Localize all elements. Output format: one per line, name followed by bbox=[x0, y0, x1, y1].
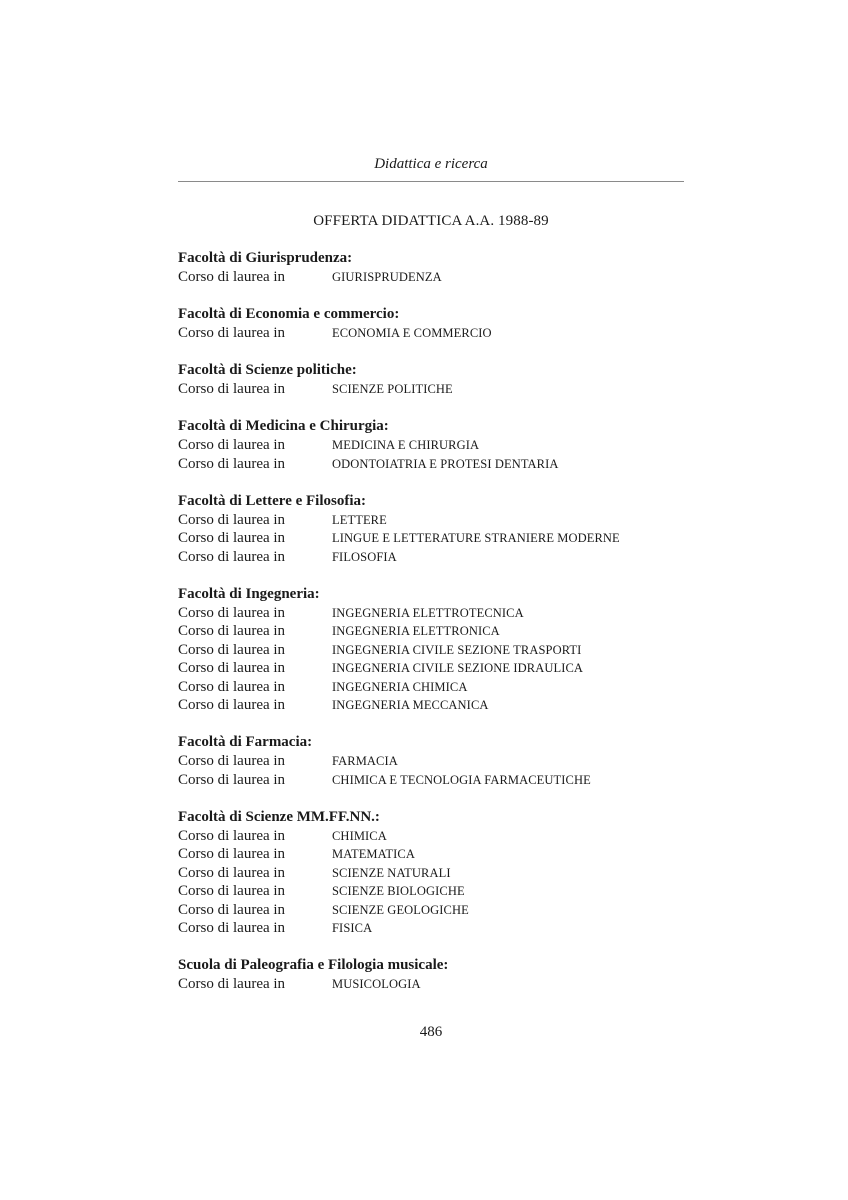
course-name: FARMACIA bbox=[332, 754, 398, 768]
course-name: INGEGNERIA ELETTROTECNICA bbox=[332, 605, 524, 620]
page-title: OFFERTA DIDATTICA A.A. 1988-89 bbox=[313, 213, 549, 229]
faculty-section bbox=[178, 492, 684, 567]
running-head: Didattica e ricerca bbox=[374, 156, 488, 172]
course-label: Corso di laurea in bbox=[178, 623, 286, 639]
faculty-section bbox=[178, 249, 684, 287]
course-name: INGEGNERIA CHIMICA bbox=[332, 679, 468, 694]
course-name: CHIMICA bbox=[332, 828, 387, 843]
course-label: Corso di laurea in bbox=[178, 437, 286, 453]
faculty-section bbox=[178, 733, 684, 789]
faculty-section bbox=[178, 808, 684, 938]
course-label: Corso di laurea in bbox=[178, 920, 286, 936]
course-label: Corso di laurea in bbox=[178, 511, 286, 528]
course-label: Corso di laurea in bbox=[178, 455, 286, 472]
page-number: 486 bbox=[419, 1024, 443, 1040]
course-name: SCIENZE BIOLOGICHE bbox=[332, 884, 465, 898]
faculty-heading: Facoltà di Lettere e Filosofia: bbox=[178, 492, 366, 509]
course-name: MUSICOLOGIA bbox=[332, 977, 421, 991]
course-label: Corso di laurea in bbox=[178, 641, 286, 658]
course-name: INGEGNERIA MECCANICA bbox=[332, 698, 489, 712]
course-name: ECONOMIA E COMMERCIO bbox=[332, 326, 492, 340]
course-row bbox=[178, 771, 684, 790]
faculty-heading: Facoltà di Scienze politiche: bbox=[178, 362, 357, 378]
course-name: LINGUE E LETTERATURE STRANIERE MODERNE bbox=[332, 531, 620, 545]
course-label: Corso di laurea in bbox=[178, 883, 286, 899]
course-label: Corso di laurea in bbox=[178, 827, 286, 844]
course-row bbox=[178, 827, 684, 846]
faculty-heading: Facoltà di Ingegneria: bbox=[178, 585, 320, 602]
faculty-heading: Facoltà di Medicina e Chirurgia: bbox=[178, 418, 389, 434]
course-row bbox=[178, 864, 684, 883]
course-label: Corso di laurea in bbox=[178, 901, 286, 918]
course-name: INGEGNERIA CIVILE SEZIONE IDRAULICA bbox=[332, 661, 584, 675]
faculty-section bbox=[178, 585, 684, 715]
course-label: Corso di laurea in bbox=[178, 548, 286, 565]
course-row bbox=[178, 752, 684, 771]
course-label: Corso di laurea in bbox=[178, 325, 286, 341]
course-label: Corso di laurea in bbox=[178, 604, 286, 621]
faculty-heading: Facoltà di Giurisprudenza: bbox=[178, 250, 353, 266]
course-label: Corso di laurea in bbox=[178, 976, 286, 992]
course-name: ODONTOIATRIA E PROTESI DENTARIA bbox=[332, 456, 559, 471]
faculty-section bbox=[178, 361, 684, 399]
course-row bbox=[178, 380, 684, 399]
course-label: Corso di laurea in bbox=[178, 678, 286, 695]
course-name: FISICA bbox=[332, 921, 373, 935]
faculty-section bbox=[178, 956, 684, 994]
course-name: FILOSOFIA bbox=[332, 549, 397, 564]
course-row bbox=[178, 696, 684, 715]
course-name: INGEGNERIA ELETTRONICA bbox=[332, 624, 500, 638]
course-name: SCIENZE GEOLOGICHE bbox=[332, 902, 469, 917]
faculty-heading: Facoltà di Scienze MM.FF.NN.: bbox=[178, 808, 380, 825]
course-row bbox=[178, 548, 684, 567]
course-row bbox=[178, 678, 684, 697]
course-row bbox=[178, 845, 684, 864]
course-label: Corso di laurea in bbox=[178, 269, 286, 285]
course-row bbox=[178, 529, 684, 548]
course-label: Corso di laurea in bbox=[178, 660, 286, 676]
course-name: CHIMICA E TECNOLOGIA FARMACEUTICHE bbox=[332, 772, 591, 787]
faculty-heading: Facoltà di Economia e commercio: bbox=[178, 306, 400, 322]
course-row bbox=[178, 659, 684, 678]
course-label: Corso di laurea in bbox=[178, 753, 286, 769]
course-row bbox=[178, 436, 684, 455]
course-label: Corso di laurea in bbox=[178, 864, 286, 881]
faculty-heading: Facoltà di Farmacia: bbox=[178, 734, 313, 750]
course-row bbox=[178, 622, 684, 641]
course-name: MEDICINA E CHIRURGIA bbox=[332, 438, 480, 452]
course-row bbox=[178, 641, 684, 660]
course-row bbox=[178, 268, 684, 287]
course-name: SCIENZE NATURALI bbox=[332, 865, 451, 880]
course-row bbox=[178, 511, 684, 530]
course-name: SCIENZE POLITICHE bbox=[332, 382, 453, 396]
header-divider bbox=[178, 181, 684, 182]
course-label: Corso di laurea in bbox=[178, 697, 286, 713]
faculty-section bbox=[178, 305, 684, 343]
course-row bbox=[178, 919, 684, 938]
course-row bbox=[178, 882, 684, 901]
faculty-list bbox=[178, 249, 684, 1012]
course-label: Corso di laurea in bbox=[178, 771, 286, 788]
course-row bbox=[178, 604, 684, 623]
course-row bbox=[178, 975, 684, 994]
course-label: Corso di laurea in bbox=[178, 530, 286, 546]
course-name: INGEGNERIA CIVILE SEZIONE TRASPORTI bbox=[332, 642, 582, 657]
course-row bbox=[178, 901, 684, 920]
course-row bbox=[178, 455, 684, 474]
course-name: GIURISPRUDENZA bbox=[332, 270, 442, 284]
course-name: LETTERE bbox=[332, 512, 387, 527]
faculty-heading: Scuola di Paleografia e Filologia musicale: bbox=[178, 957, 449, 973]
course-label: Corso di laurea in bbox=[178, 381, 286, 397]
faculty-section bbox=[178, 417, 684, 473]
course-label: Corso di laurea in bbox=[178, 846, 286, 862]
course-row bbox=[178, 324, 684, 343]
course-name: MATEMATICA bbox=[332, 847, 415, 861]
